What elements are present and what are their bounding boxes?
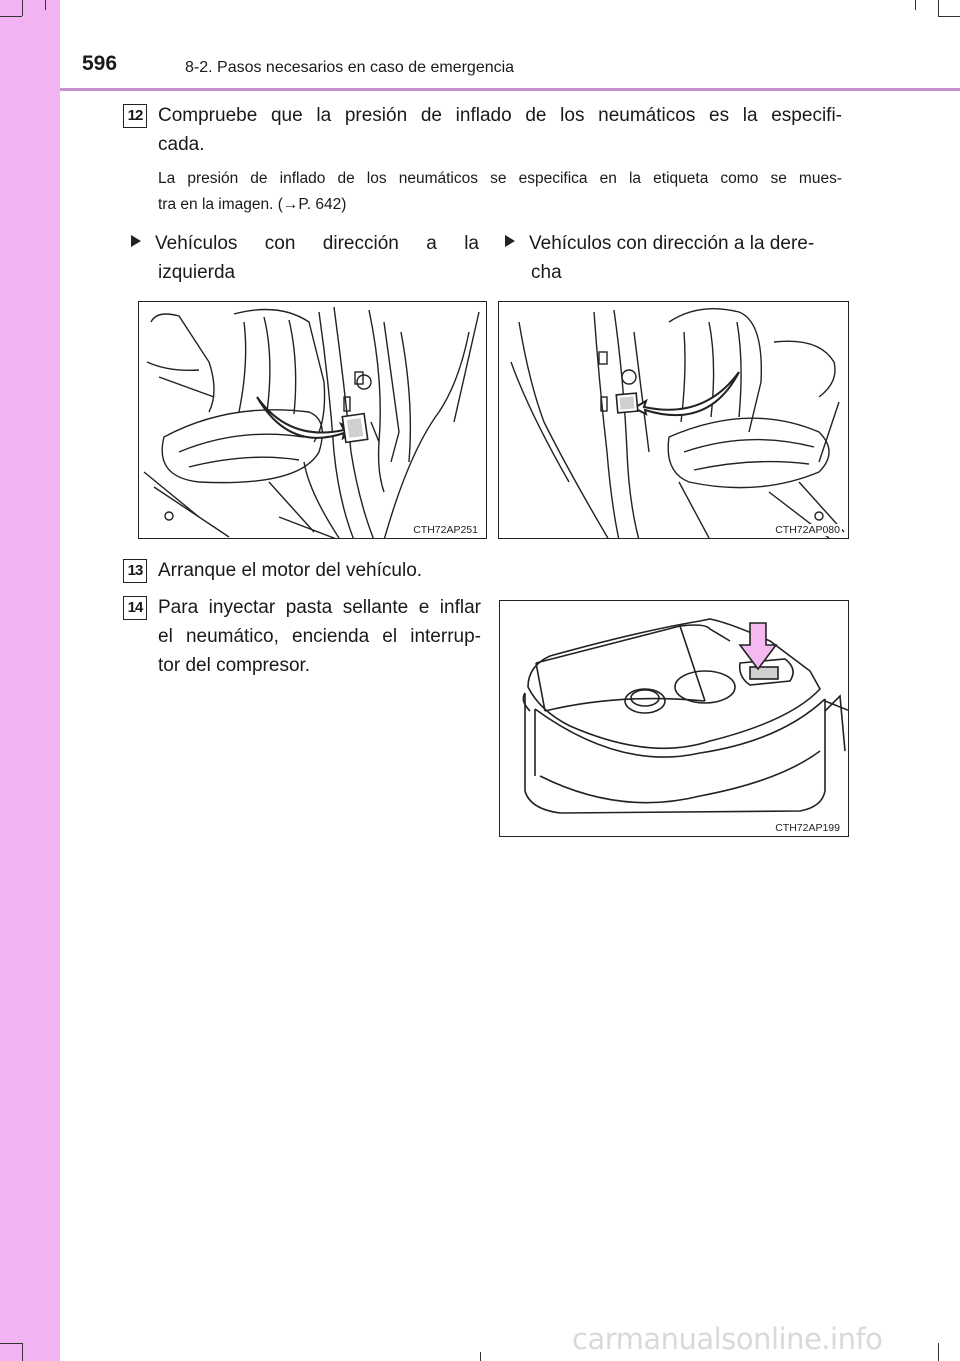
header-rule	[60, 88, 960, 91]
compressor-illustration	[500, 601, 849, 837]
step-14-text-line3: tor del compresor.	[158, 655, 311, 676]
step-12-text-line1: Compruebe que la presión de inflado de los neumáticos es la especifi-	[158, 105, 842, 126]
step-14-text-line2: el neumático, encienda el interrup-	[158, 626, 481, 647]
crop-mark	[0, 1343, 22, 1344]
page-sidebar	[0, 0, 60, 1361]
step-12-text-line2: cada.	[158, 134, 205, 155]
figure-left-hand-drive	[138, 301, 487, 539]
figure-right-hand-drive	[498, 301, 849, 539]
triangle-bullet-icon	[505, 235, 515, 247]
crop-mark	[22, 0, 23, 16]
crop-mark	[480, 1352, 481, 1361]
seat-door-illustration	[139, 302, 487, 539]
step-13-text: Arranque el motor del vehículo.	[158, 560, 423, 581]
crop-mark	[938, 16, 960, 17]
crop-mark	[915, 0, 916, 10]
step-12-badge: 12	[123, 104, 147, 128]
crop-mark	[938, 1343, 939, 1361]
page-number: 596	[82, 52, 118, 75]
step-14-text-line1: Para inyectar pasta sellante e inflar	[158, 597, 481, 618]
seat-door-illustration	[499, 302, 849, 539]
figure-code-compressor: CTH72AP199	[775, 822, 840, 834]
option-left-line1: Vehículos con dirección a la	[155, 233, 479, 254]
option-left-line2: izquierda	[158, 262, 236, 283]
chapter-title: 8-2. Pasos necesarios en caso de emergencia	[185, 59, 515, 76]
option-right-line1: Vehículos con dirección a la dere-	[529, 233, 815, 254]
step-14-badge: 14	[123, 596, 147, 620]
option-right-heading	[505, 229, 847, 287]
crop-mark	[938, 0, 939, 16]
option-left-heading	[131, 229, 481, 287]
crop-mark	[45, 0, 46, 10]
option-right-line2: cha	[531, 262, 562, 283]
watermark-text: carmanualsonline.info	[572, 1322, 883, 1356]
figure-code-left: CTH72AP251	[413, 524, 478, 536]
triangle-bullet-icon	[131, 235, 141, 247]
step-12-note-line2: tra en la imagen. (→P. 642)	[158, 196, 347, 213]
step-12-note-line1: La presión de inflado de los neumáticos se especifica en la etiqueta como se mues-	[158, 170, 842, 187]
figure-code-right: CTH72AP080	[775, 524, 840, 536]
figure-compressor	[499, 600, 849, 837]
crop-mark	[0, 16, 22, 17]
step-13-badge: 13	[123, 559, 147, 583]
crop-mark	[22, 1343, 23, 1361]
